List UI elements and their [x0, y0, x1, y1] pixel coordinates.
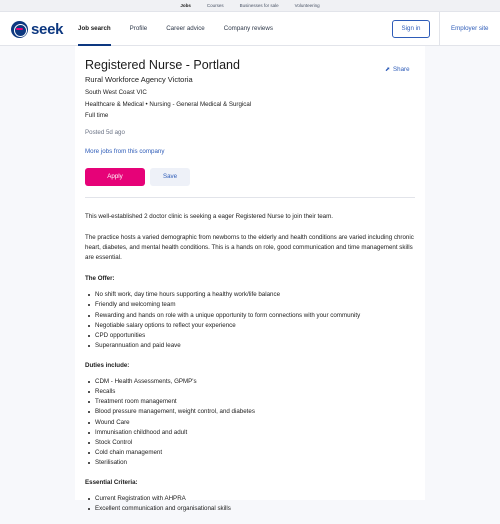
list-item: Excellent communication and organisational skills	[85, 504, 421, 514]
job-description	[85, 212, 421, 524]
list-item: Superannuation and paid leave	[85, 341, 421, 351]
topbar-link-volunteering[interactable]: Volunteering	[294, 3, 320, 8]
seek-logo-icon	[11, 21, 28, 38]
job-title: Registered Nurse - Portland	[85, 58, 240, 72]
share-button[interactable]	[385, 66, 410, 73]
section-heading-offer: The Offer:	[85, 275, 115, 282]
list-item: Cold chain management	[85, 448, 421, 458]
list-item: Recalls	[85, 387, 421, 397]
seek-logo-text: seek	[31, 21, 64, 38]
list-item: Immunisation childhood and adult	[85, 428, 421, 438]
topbar-link-businesses[interactable]: Businesses for sale	[239, 3, 279, 8]
top-utility-bar	[0, 0, 500, 12]
share-icon: ⬈	[385, 67, 391, 73]
list-item: Treatment room management	[85, 397, 421, 407]
job-location: South West Coast VIC	[85, 89, 147, 96]
tab-company-reviews[interactable]: Company reviews	[223, 25, 273, 32]
share-label: Share	[393, 66, 410, 73]
list-item: Stock Control	[85, 438, 421, 448]
list-item: CDM - Health Assessments, GPMP's	[85, 377, 421, 387]
apply-button[interactable]: Apply	[85, 168, 145, 186]
main-navigation	[0, 12, 500, 46]
topbar-link-jobs[interactable]: Jobs	[180, 3, 191, 8]
section-divider	[85, 197, 415, 198]
save-button[interactable]: Save	[150, 168, 190, 186]
advertiser-name[interactable]: Rural Workforce Agency Victoria	[85, 75, 193, 84]
list-item: Blood pressure management, weight control, and diabetes	[85, 407, 421, 417]
job-details-panel	[75, 46, 425, 513]
offer-list	[85, 290, 421, 351]
description-paragraph: The practice hosts a varied demographic from newborns to the elderly and health conditions are varied including chronic heart, diabetes, and mental health conditions. This is a hands on role, good communication and time management skills are essential.	[85, 233, 414, 262]
list-item: CPD opportunities	[85, 331, 421, 341]
employer-site-link[interactable]: Employer site	[451, 25, 489, 32]
list-item: Friendly and welcoming team	[85, 300, 421, 310]
nav-divider	[439, 12, 440, 46]
posted-date: Posted 5d ago	[85, 129, 125, 136]
seek-logo[interactable]	[11, 21, 63, 38]
list-item: Negotiable salary options to reflect your experience	[85, 321, 421, 331]
sign-in-button[interactable]: Sign in	[392, 20, 430, 38]
topbar-link-courses[interactable]: Courses	[206, 3, 224, 8]
criteria-list	[85, 494, 421, 514]
nav-tabs	[78, 12, 292, 46]
section-heading-duties: Duties include:	[85, 361, 130, 369]
job-classification: Healthcare & Medical • Nursing - General Medical & Surgical	[85, 101, 252, 108]
description-paragraph: This well-established 2 doctor clinic is seeking a eager Registered Nurse to join their team.	[85, 213, 333, 220]
list-item: Current Registration with AHPRA	[85, 494, 421, 504]
list-item: No shift work, day time hours supporting a healthy work/life balance	[85, 290, 421, 300]
list-item: Rewarding and hands on role with a unique opportunity to form connections with your community	[85, 311, 421, 321]
more-jobs-link[interactable]: More jobs from this company	[85, 148, 165, 155]
tab-career-advice[interactable]: Career advice	[166, 25, 205, 32]
tab-profile[interactable]: Profile	[129, 25, 148, 32]
job-work-type: Full time	[85, 112, 109, 119]
list-item: Sterilisation	[85, 458, 421, 468]
list-item: Wound Care	[85, 418, 421, 428]
duties-list	[85, 377, 421, 469]
tab-job-search[interactable]: Job search	[78, 12, 111, 46]
section-heading-criteria: Essential Criteria:	[85, 478, 138, 486]
